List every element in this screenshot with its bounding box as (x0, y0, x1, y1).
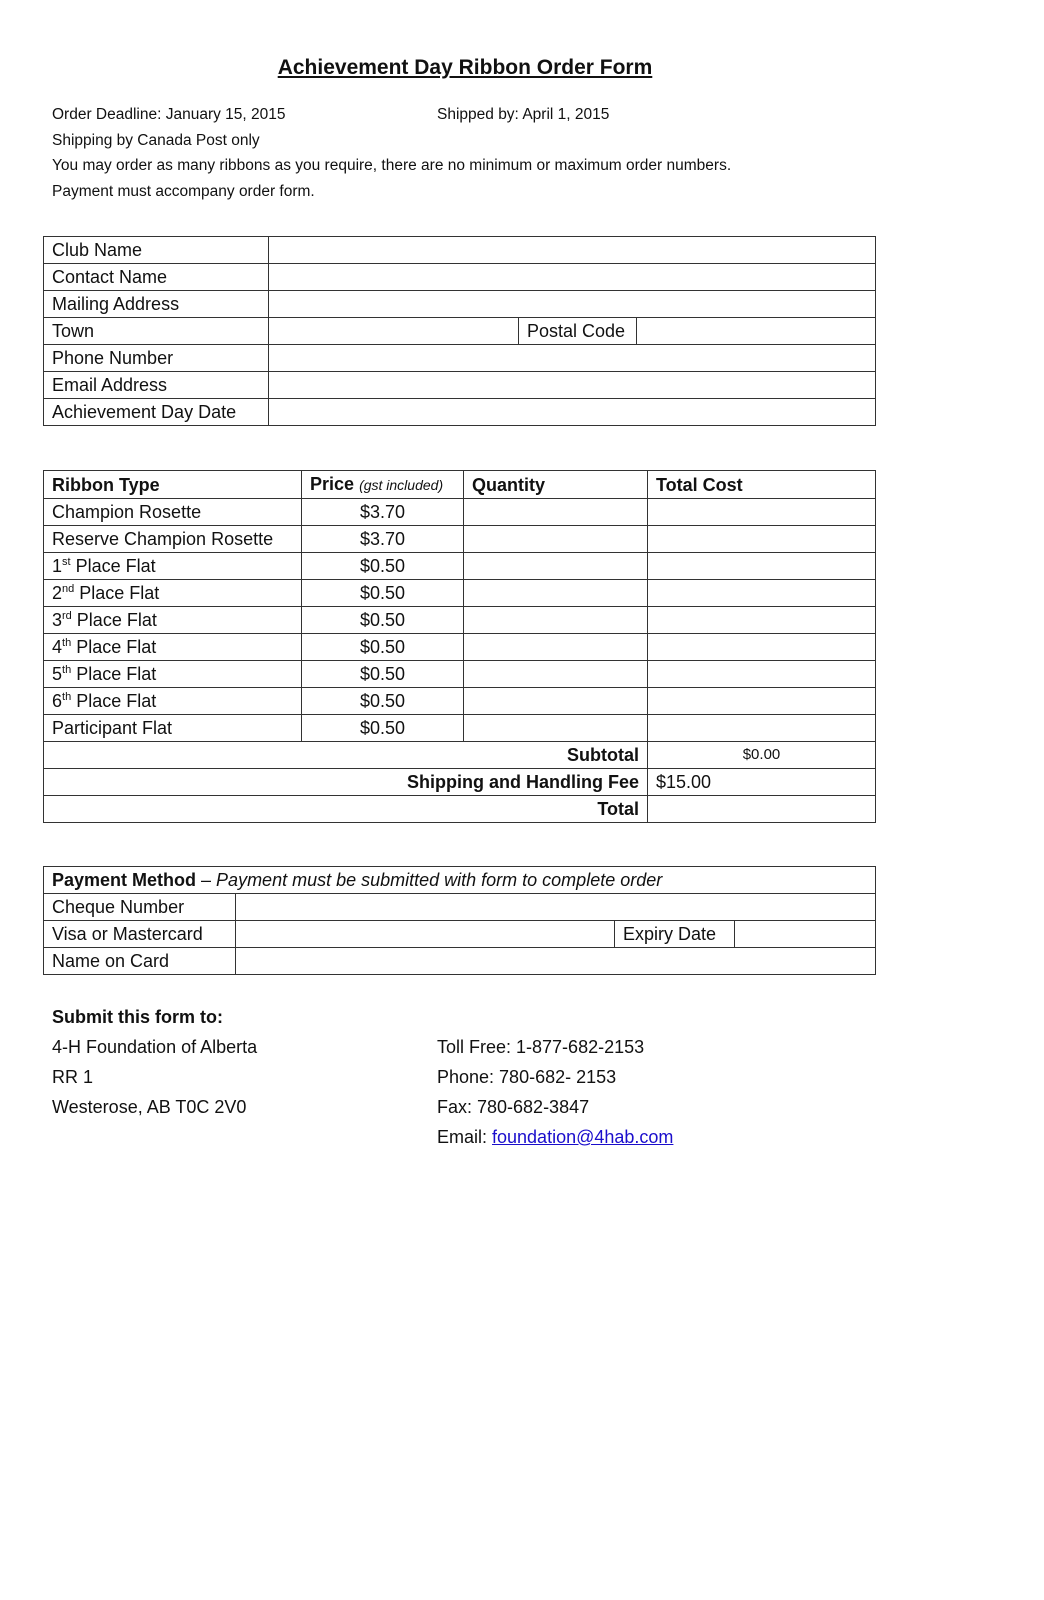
quantity-field[interactable] (464, 499, 648, 526)
header-quantity: Quantity (464, 471, 648, 499)
phone-field[interactable] (269, 345, 876, 372)
ribbon-row (44, 607, 876, 634)
quantity-field[interactable] (464, 553, 648, 580)
ribbon-type: Reserve Champion Rosette (44, 526, 302, 553)
ribbon-row (44, 688, 876, 715)
ribbon-price: $3.70 (302, 499, 464, 526)
achievement-date-field[interactable] (269, 399, 876, 426)
shipping-note: Shipping by Canada Post only (52, 132, 260, 149)
shipping-fee-value: $15.00 (648, 769, 876, 796)
card-number-label: Visa or Mastercard (44, 921, 236, 948)
card-number-field[interactable] (236, 921, 615, 948)
ribbon-price: $0.50 (302, 688, 464, 715)
price-note: (gst included) (359, 477, 444, 493)
subtotal-value: $0.00 (648, 742, 876, 769)
ribbon-type: 5th Place Flat (44, 661, 302, 688)
email-label: Email Address (44, 372, 269, 399)
quantity-field[interactable] (464, 580, 648, 607)
contact-name-label: Contact Name (44, 264, 269, 291)
postal-code-label: Postal Code (519, 318, 637, 345)
payment-method-header (44, 867, 876, 894)
mailing-address-label: Mailing Address (44, 291, 269, 318)
name-on-card-field[interactable] (236, 948, 876, 975)
ribbon-type: 2nd Place Flat (44, 580, 302, 607)
order-deadline: Order Deadline: January 15, 2015 (52, 106, 286, 123)
name-on-card-label: Name on Card (44, 948, 236, 975)
ribbon-row (44, 499, 876, 526)
postal-code-field[interactable] (637, 318, 876, 345)
fax: Fax: 780-682-3847 (437, 1097, 590, 1117)
quantity-field[interactable] (464, 715, 648, 742)
quantity-field[interactable] (464, 661, 648, 688)
ribbon-row (44, 661, 876, 688)
subtotal-label: Subtotal (44, 742, 648, 769)
total-field[interactable] (648, 796, 876, 823)
header-price (302, 471, 464, 499)
quantity-field[interactable] (464, 526, 648, 553)
address-rr: RR 1 (52, 1067, 94, 1087)
cheque-number-label: Cheque Number (44, 894, 236, 921)
total-cost-field[interactable] (648, 607, 876, 634)
ribbon-type: 4th Place Flat (44, 634, 302, 661)
toll-free: Toll Free: 1-877-682-2153 (437, 1037, 645, 1057)
mailing-address-field[interactable] (269, 291, 876, 318)
quantity-field[interactable] (464, 688, 648, 715)
total-cost-field[interactable] (648, 499, 876, 526)
contact-name-field[interactable] (269, 264, 876, 291)
town-label: Town (44, 318, 269, 345)
ribbon-row (44, 715, 876, 742)
ribbon-price: $0.50 (302, 607, 464, 634)
phone-label: Phone Number (44, 345, 269, 372)
header-ribbon-type: Ribbon Type (44, 471, 302, 499)
ribbon-table (43, 470, 876, 823)
ribbon-price: $0.50 (302, 715, 464, 742)
ribbon-type: 3rd Place Flat (44, 607, 302, 634)
achievement-date-label: Achievement Day Date (44, 399, 269, 426)
total-cost-field[interactable] (648, 634, 876, 661)
quantity-field[interactable] (464, 607, 648, 634)
shipping-fee-label: Shipping and Handling Fee (44, 769, 648, 796)
club-name-label: Club Name (44, 237, 269, 264)
address-city: Westerose, AB T0C 2V0 (52, 1097, 247, 1117)
ribbon-price: $0.50 (302, 580, 464, 607)
ribbon-type: 6th Place Flat (44, 688, 302, 715)
club-name-field[interactable] (269, 237, 876, 264)
cheque-number-field[interactable] (236, 894, 876, 921)
quantity-field[interactable] (464, 634, 648, 661)
ribbon-type: 1st Place Flat (44, 553, 302, 580)
ribbon-type: Participant Flat (44, 715, 302, 742)
total-cost-field[interactable] (648, 580, 876, 607)
ribbon-price: $0.50 (302, 553, 464, 580)
price-label: Price (310, 474, 355, 494)
total-cost-field[interactable] (648, 526, 876, 553)
email-field[interactable] (269, 372, 876, 399)
ribbon-row (44, 526, 876, 553)
email-label: Email: (437, 1127, 493, 1147)
contact-table (43, 236, 876, 426)
submit-heading: Submit this form to: (52, 1007, 223, 1027)
email-link[interactable]: foundation@4hab.com (492, 1127, 674, 1147)
payment-method-label: Payment Method (52, 870, 197, 890)
expiry-date-label: Expiry Date (615, 921, 735, 948)
ribbon-row (44, 634, 876, 661)
total-label: Total (44, 796, 648, 823)
phone: Phone: 780-682- 2153 (437, 1067, 617, 1087)
email-line (437, 1127, 673, 1148)
page-title: Achievement Day Ribbon Order Form (277, 56, 653, 79)
total-cost-field[interactable] (648, 715, 876, 742)
ribbon-price: $0.50 (302, 634, 464, 661)
shipped-by: Shipped by: April 1, 2015 (437, 106, 610, 123)
header-total-cost: Total Cost (648, 471, 876, 499)
ribbon-price: $3.70 (302, 526, 464, 553)
ribbon-type: Champion Rosette (44, 499, 302, 526)
dash: – (196, 870, 217, 890)
payment-method-note: Payment must be submitted with form to complete order (216, 870, 663, 890)
ribbon-price: $0.50 (302, 661, 464, 688)
ribbon-row (44, 553, 876, 580)
org-name: 4-H Foundation of Alberta (52, 1037, 258, 1057)
payment-table (43, 866, 876, 975)
town-field[interactable] (269, 318, 519, 345)
payment-note: Payment must accompany order form. (52, 183, 315, 200)
total-cost-field[interactable] (648, 661, 876, 688)
total-cost-field[interactable] (648, 688, 876, 715)
total-cost-field[interactable] (648, 553, 876, 580)
expiry-date-field[interactable] (735, 921, 876, 948)
order-note: You may order as many ribbons as you require, there are no minimum or maximum order numbers. (52, 157, 732, 174)
ribbon-row (44, 580, 876, 607)
